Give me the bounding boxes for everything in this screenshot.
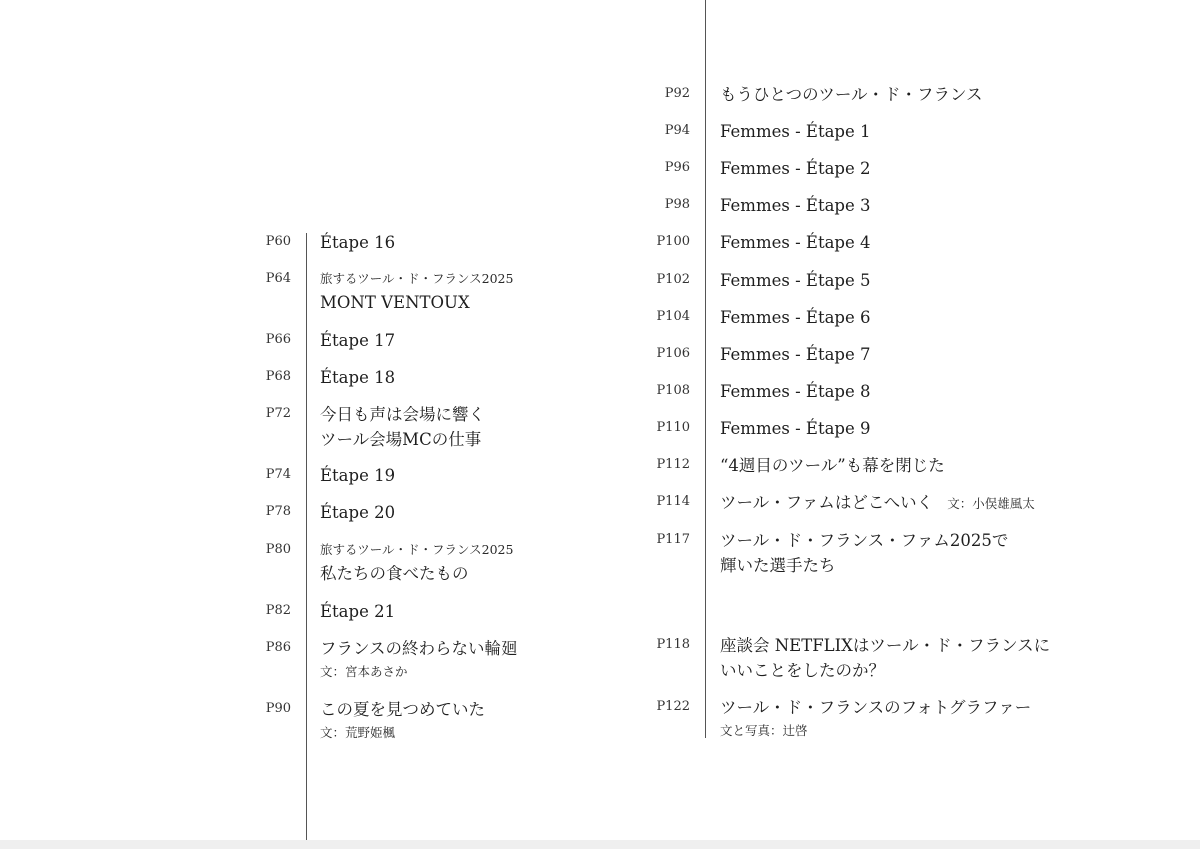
entry-title: Étape 16 — [320, 233, 396, 252]
page-number: P108 — [656, 383, 690, 398]
page-number: P78 — [265, 504, 291, 519]
entry-title: MONT VENTOUX — [320, 293, 470, 312]
page-number: P68 — [265, 369, 291, 384]
entry-title: 座談会 NETFLIXはツール・ド・フランスに — [720, 636, 1051, 655]
entry-title: 私たちの食べたもの — [320, 564, 469, 583]
page-number: P96 — [664, 160, 690, 175]
entry-title: Femmes - Étape 7 — [720, 345, 871, 364]
entry-byline: 文：小俣雄風太 — [947, 496, 1035, 511]
page-number: P100 — [656, 234, 690, 249]
right-column-divider — [705, 0, 706, 738]
page-number: P92 — [664, 86, 690, 101]
page-number: P64 — [265, 271, 291, 286]
page-number: P86 — [265, 640, 291, 655]
page-number: P117 — [656, 532, 690, 547]
entry-title: この夏を見つめていた — [320, 700, 485, 719]
entry-title: Femmes - Étape 9 — [720, 419, 871, 438]
entry-title: Femmes - Étape 8 — [720, 382, 871, 401]
entry-title: Étape 21 — [320, 602, 396, 621]
page-number: P74 — [265, 467, 291, 482]
entry-title: Femmes - Étape 1 — [720, 122, 871, 141]
page-number: P106 — [656, 346, 690, 361]
page-number: P60 — [265, 234, 291, 249]
page-number: P80 — [265, 542, 291, 557]
page-number: P122 — [656, 699, 690, 714]
page-number: P112 — [656, 457, 690, 472]
page-number: P102 — [656, 272, 690, 287]
entry-title: ツール・ド・フランス・ファム2025で — [720, 531, 1009, 550]
entry-title: Étape 18 — [320, 368, 396, 387]
bottom-edge-bar — [0, 840, 1200, 849]
page-number: P104 — [656, 309, 690, 324]
entry-title: “4週目のツール”も幕を閉じた — [720, 456, 945, 475]
page-number: P98 — [664, 197, 690, 212]
entry-title: Étape 20 — [320, 503, 396, 522]
entry-kicker: 旅するツール・ド・フランス2025 — [320, 542, 514, 557]
page-number: P118 — [656, 637, 690, 652]
entry-title: Femmes - Étape 5 — [720, 271, 871, 290]
entry-title-text: ツール・ファムはどこへいく — [720, 493, 934, 512]
entry-title: Femmes - Étape 4 — [720, 233, 871, 252]
entry-title-line2: ツール会場MCの仕事 — [320, 430, 482, 449]
page-number: P114 — [656, 494, 690, 509]
entry-title: ツール・ド・フランスのフォトグラファー — [720, 698, 1032, 717]
page-number: P94 — [664, 123, 690, 138]
entry-title-line2: いいことをしたのか？ — [720, 661, 885, 680]
left-column-divider — [306, 233, 307, 849]
entry-kicker: 旅するツール・ド・フランス2025 — [320, 271, 514, 286]
entry-title-line2: 輝いた選手たち — [720, 556, 836, 575]
page-number: P66 — [265, 332, 291, 347]
entry-byline: 文と写真：辻啓 — [720, 723, 808, 738]
entry-title: 今日も声は会場に響く — [320, 405, 485, 424]
entry-title: Femmes - Étape 6 — [720, 308, 871, 327]
entry-title: Étape 19 — [320, 466, 396, 485]
page-number: P72 — [265, 406, 291, 421]
entry-title — [720, 490, 1035, 516]
entry-title: Femmes - Étape 3 — [720, 196, 871, 215]
page-number: P110 — [656, 420, 690, 435]
entry-byline: 文：荒野姫楓 — [320, 725, 396, 740]
page-number: P90 — [265, 701, 291, 716]
page-number: P82 — [265, 603, 291, 618]
entry-title: フランスの終わらない輪廻 — [320, 639, 518, 658]
entry-title: Femmes - Étape 2 — [720, 159, 871, 178]
entry-title: もうひとつのツール・ド・フランス — [720, 85, 983, 104]
entry-byline: 文：宮本あさか — [320, 664, 408, 679]
entry-title: Étape 17 — [320, 331, 396, 350]
